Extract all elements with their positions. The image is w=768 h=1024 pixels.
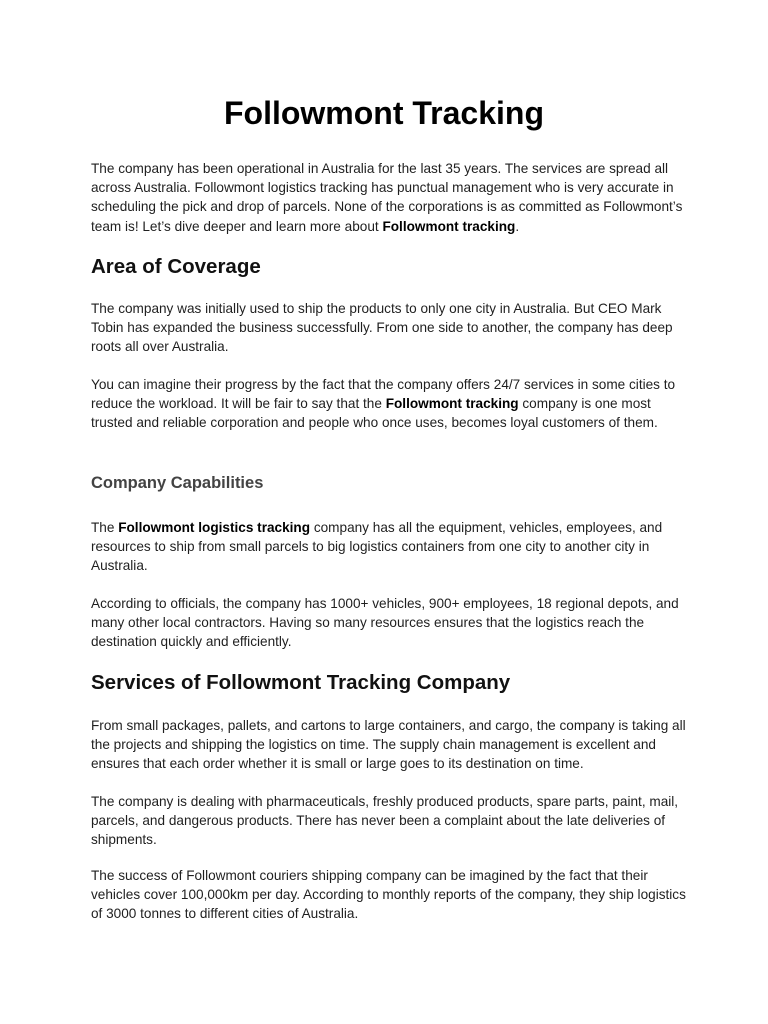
services-paragraph-1: From small packages, pallets, and cartons to large containers, and cargo, the company is taking all the projects and shipping the logistics on time. The supply chain management is excellent and ensures that each order whether it is small or large goes to its destination on time. <box>91 718 686 772</box>
intro-text: The company has been operational in Australia for the last 35 years. The services are spread all across Australia. Followmont logistics tracking has punctual management who is very accurate in scheduling the pick and drop of parcels. None of the corporations is as committed as Followmont’s team is! Let’s dive deeper and learn more about <box>91 161 683 234</box>
coverage-p2-bold-keyword: Followmont tracking <box>385 396 519 412</box>
capabilities-paragraph-1 <box>91 518 691 576</box>
capabilities-heading: Company Capabilities <box>91 474 264 492</box>
page-title: Followmont Tracking <box>223 95 544 131</box>
intro-text-end: . <box>515 218 520 234</box>
coverage-p2-text-end: company is one most trusted and reliable corporation and people who once uses, becomes loyal customers of them. <box>91 396 658 431</box>
intro-paragraph <box>91 159 691 236</box>
capabilities-p1-text: The <box>91 520 119 535</box>
services-heading: Services of Followmont Tracking Company <box>91 671 511 694</box>
coverage-paragraph-2 <box>91 375 691 433</box>
capabilities-p1-bold-keyword: Followmont logistics tracking <box>118 520 311 535</box>
coverage-p2-text: You can imagine their progress by the fact that the company offers 24/7 services in some cities to reduce the workload. It will be fair to say that the <box>91 377 676 412</box>
services-paragraph-3: The success of Followmont couriers shipping company can be imagined by the fact that their vehicles cover 100,000km per day. According to monthly reports of the company, they ship logistics of 3000 tonnes to different cities of Australia. <box>91 868 686 922</box>
coverage-paragraph-1: The company was initially used to ship the products to only one city in Australia. But CEO Mark Tobin has expanded the business successfully. From one side to another, the company has deep roots all over Australia. <box>91 301 673 355</box>
coverage-heading: Area of Coverage <box>91 255 261 278</box>
intro-bold-keyword: Followmont tracking <box>382 218 516 234</box>
capabilities-paragraph-2: According to officials, the company has 1000+ vehicles, 900+ employees, 18 regional depots, and many other local contractors. Having so many resources ensures that the logistics reach the destination quickly and efficiently. <box>91 596 679 650</box>
services-paragraph-2: The company is dealing with pharmaceuticals, freshly produced products, spare parts, paint, mail, parcels, and dangerous products. There has never been a complaint about the late deliveries of shipments. <box>91 794 679 848</box>
capabilities-p1-text-end: company has all the equipment, vehicles, employees, and resources to ship from small parcels to big logistics containers from one city to another city in Australia. <box>91 520 663 574</box>
